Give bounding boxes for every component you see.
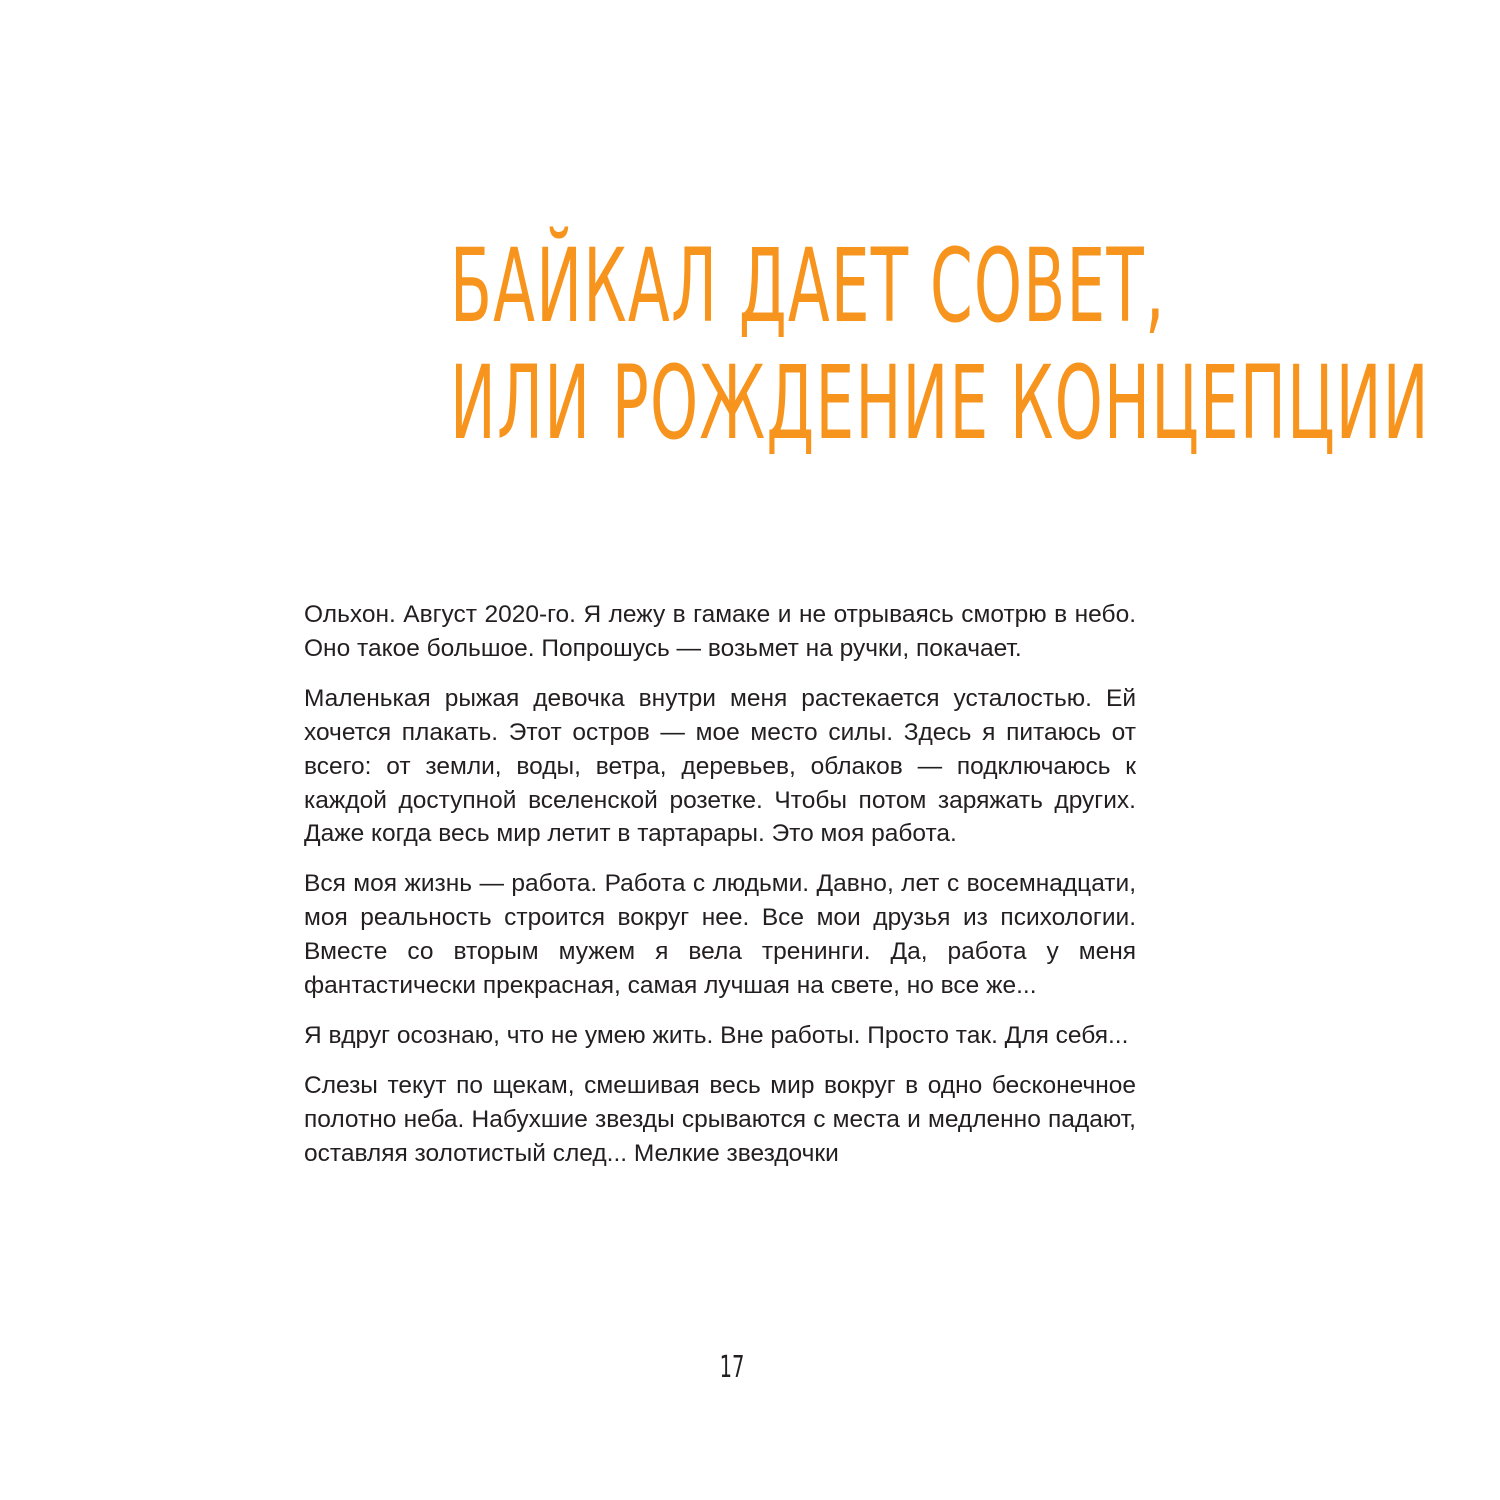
paragraph-2: Маленькая рыжая девочка внутри меня растекается усталостью. Ей хочется плакать. Этот остров — мое место силы. Здесь я питаюсь от всего: от земли, воды, ветра, деревьев, облаков — подключаюсь к каждой доступной вселенской розетке. Чтобы потом заряжать других. Даже когда весь мир летит в тартарары. Это моя работа.	[304, 684, 1136, 848]
page-number: 17	[719, 1350, 745, 1385]
chapter-title-line-2: ИЛИ РОЖДЕНИЕ КОНЦЕПЦИИ	[450, 344, 1430, 463]
paragraph-4: Я вдруг осознаю, что не умею жить. Вне работы. Просто так. Для себя...	[304, 1021, 1129, 1049]
body-text	[304, 598, 1136, 1314]
chapter-title-line-1: БАЙКАЛ ДАЕТ СОВЕТ,	[450, 227, 1166, 346]
paragraph-3: Вся моя жизнь — работа. Работа с людьми. Давно, лет с восемнадцати, моя реальность строится вокруг нее. Все мои друзья из психологии. Вместе со вторым мужем я вела тренинги. Да, работа у меня фантастически прекрасная, самая лучшая на свете, но все же...	[304, 870, 1136, 1000]
chapter-title	[450, 227, 1430, 463]
paragraph-1: Ольхон. Август 2020-го. Я лежу в гамаке и не отрываясь смотрю в небо. Оно такое большое. Попрошусь — возьмет на ручки, покачает.	[304, 601, 1136, 662]
paragraph-5: Слезы текут по щекам, смешивая весь мир вокруг в одно бесконечное полотно неба. Набухшие звезды срываются с места и медленно падают, оставляя золотистый след... Мелкие звездочки	[304, 1071, 1136, 1167]
